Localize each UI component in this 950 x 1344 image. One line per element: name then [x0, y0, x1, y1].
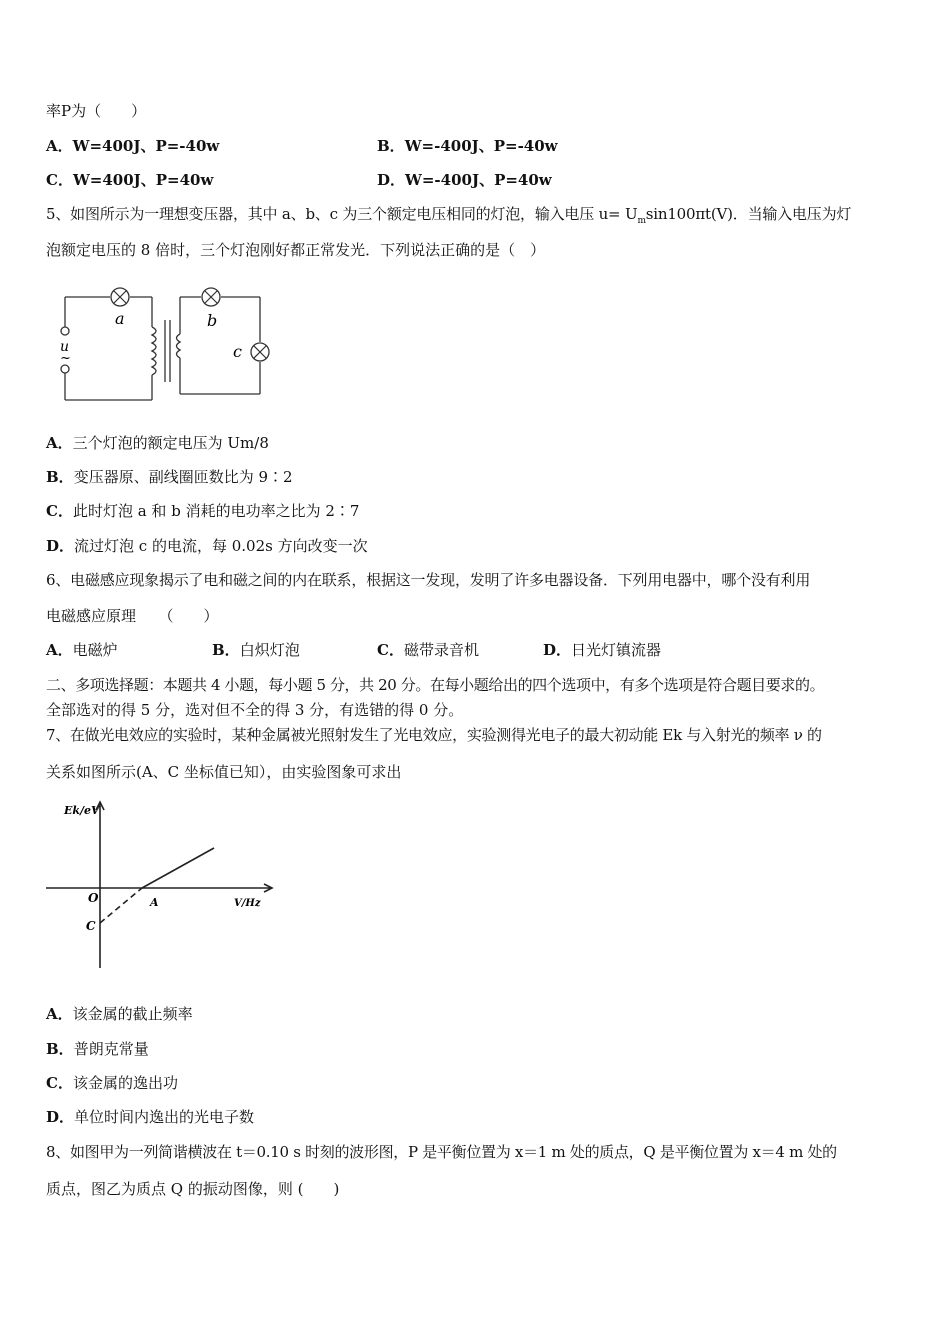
- q5-option-c: C．此时灯泡 a 和 b 消耗的电功率之比为 2∶7: [46, 502, 360, 520]
- q4-option-a: A．W=400J、P=-40w: [46, 137, 220, 155]
- q8-stem-line1: 8、如图甲为一列简谐横波在 t＝0.10 s 时刻的波形图，P 是平衡位置为 x＝1 m 处的质点，Q 是平衡位置为 x＝4 m 处的: [46, 1143, 837, 1161]
- q4-option-d: D．W=-400J、P=40w: [377, 171, 552, 189]
- ek-line-solid: [142, 848, 214, 888]
- q6-option-d: D．日光灯镇流器: [543, 641, 662, 659]
- q5-option-a: A．三个灯泡的额定电压为 Um/8: [46, 434, 269, 452]
- q7-stem-line1: 7、在做光电效应的实验时，某种金属被光照射发生了光电效应，实验测得光电子的最大初动能 Ek 与入射光的频率 ν 的: [46, 726, 822, 744]
- ek-line-dashed: [100, 888, 142, 923]
- q4-option-b: B．W=-400J、P=-40w: [377, 137, 558, 155]
- photoelectric-graph-figure: [44, 798, 279, 973]
- q6-stem-line1: 6、电磁感应现象揭示了电和磁之间的内在联系，根据这一发现，发明了许多电器设备．下列用电器中，哪个没有利用: [46, 571, 811, 589]
- q6-stem-line2: 电磁感应原理 （ ）: [46, 607, 219, 625]
- label-b: b: [207, 311, 218, 330]
- q4-stem-tail: 率P为（ ）: [46, 102, 147, 120]
- input-terminal-bottom: [61, 365, 69, 373]
- label-u: u: [60, 339, 70, 355]
- q7-option-d: D．单位时间内逸出的光电子数: [46, 1108, 255, 1126]
- lamp-a-icon: [111, 288, 129, 306]
- q5-option-b: B．变压器原、副线圈匝数比为 9∶2: [46, 468, 293, 486]
- q5-stem-line1: 5、如图所示为一理想变压器，其中 a、b、c 为三个额定电压相同的灯泡，输入电压 $u= U_m\sin 100\pi t(V)$．当输入电压为灯: [46, 205, 852, 226]
- q7-option-a: A．该金属的截止频率: [46, 1005, 193, 1023]
- point-a-label: A: [150, 896, 159, 909]
- label-tilde: ~: [60, 351, 71, 366]
- label-c: c: [233, 342, 242, 361]
- lamp-b-icon: [202, 288, 220, 306]
- q6-option-c: C．磁带录音机: [377, 641, 479, 659]
- q7-option-c: C．该金属的逸出功: [46, 1074, 178, 1092]
- q6-option-b: B．白炽灯泡: [212, 641, 300, 659]
- y-axis-label: Ek/eV: [64, 804, 100, 817]
- q4-option-c: C．W=400J、P=40w: [46, 171, 214, 189]
- x-axis-label: V/Hz: [234, 898, 261, 909]
- lamp-c-icon: [251, 343, 269, 361]
- section2-heading-line2: 全部选对的得 5 分，选对但不全的得 3 分，有选错的得 0 分。: [46, 701, 464, 719]
- q7-stem-line2: 关系如图所示(A、C 坐标值已知），由实验图象可求出: [46, 763, 402, 781]
- q6-option-a: A．电磁炉: [46, 641, 118, 659]
- label-a: a: [115, 309, 125, 328]
- section2-heading-line1: 二、多项选择题：本题共 4 小题，每小题 5 分，共 20 分。在每小题给出的四个选项中，有多个选项是符合题目要求的。: [46, 676, 825, 694]
- transformer-circuit-figure: [55, 282, 275, 412]
- q8-stem-line2: 质点，图乙为质点 Q 的振动图像，则 ( ): [46, 1180, 340, 1198]
- origin-label: O: [88, 891, 99, 905]
- q5-stem-line2: 泡额定电压的 8 倍时，三个灯泡刚好都正常发光．下列说法正确的是（ ）: [46, 241, 546, 259]
- q5-option-d: D．流过灯泡 c 的电流，每 0.02s 方向改变一次: [46, 537, 368, 555]
- input-terminal-top: [61, 327, 69, 335]
- point-c-label: C: [86, 919, 96, 933]
- q7-option-b: B．普朗克常量: [46, 1040, 149, 1058]
